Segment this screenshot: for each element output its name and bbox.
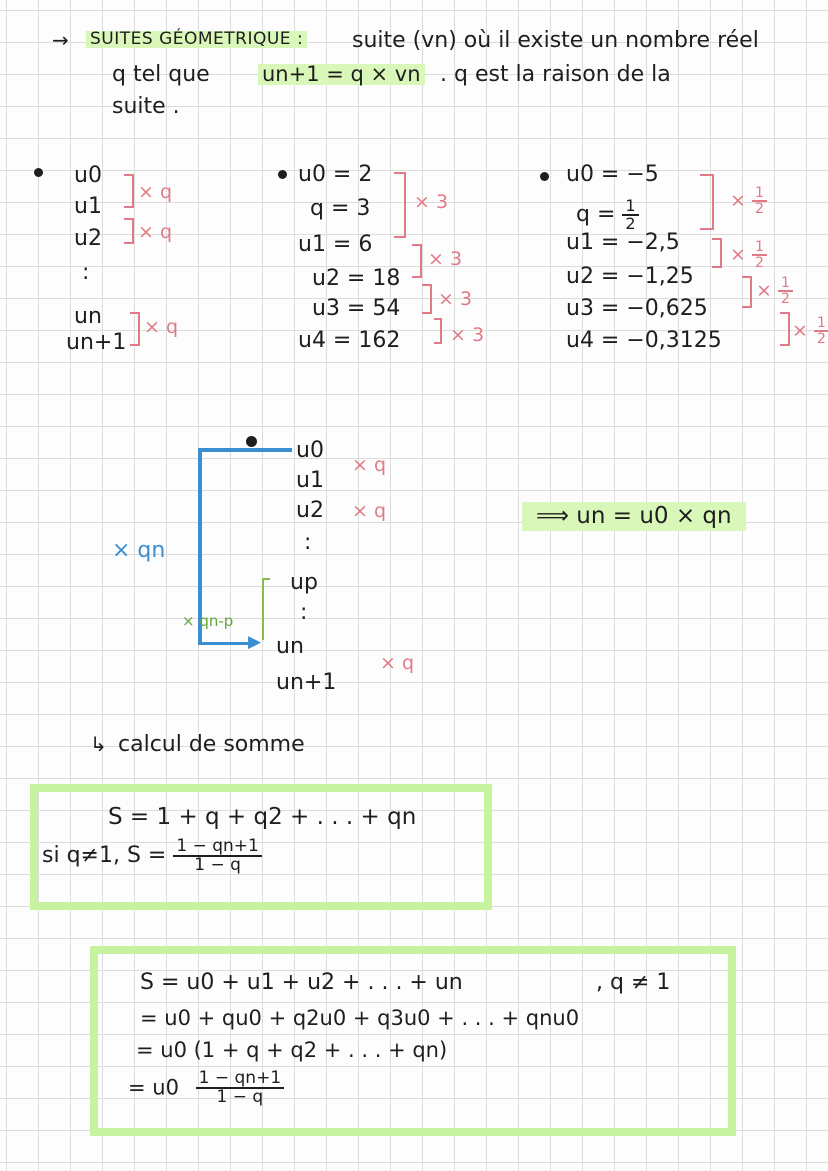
col2-mult-2: × 3	[428, 248, 463, 270]
col2-mult-1: × 3	[414, 191, 449, 213]
diagram-mult-1: × q	[352, 454, 387, 476]
box2-num: 1 − qn+1	[196, 1070, 285, 1089]
col3-q-den: 2	[625, 214, 636, 233]
col1-bracket-1	[124, 174, 134, 208]
col1-bracket-2	[124, 218, 134, 244]
col3-row-u4: u4 = −0,3125	[566, 328, 722, 353]
col3-mult-4-num: 1	[814, 316, 828, 332]
section-title: SUITES GÉOMETRIQUE :	[86, 31, 307, 48]
bullet-col3	[540, 172, 549, 181]
col1-mult-2: × q	[138, 221, 173, 243]
diagram-arrow-head: ▶	[248, 632, 262, 652]
col1-row-u2: u2	[74, 226, 102, 251]
sum-heading-arrow-icon: ↳	[90, 732, 107, 756]
box2-line-1: S = u0 + u1 + u2 + . . . + un	[140, 970, 463, 995]
diagram-row-up: up	[290, 570, 318, 595]
col3-row-q	[576, 198, 639, 232]
box1-line-2-prefix: si q≠1, S =	[42, 843, 167, 868]
definition-line-2a: q tel que	[112, 62, 210, 87]
col3-mult-3	[756, 276, 793, 306]
col3-mult-2-prefix: ×	[730, 243, 752, 266]
col3-mult-1-num: 1	[752, 186, 767, 202]
col2-mult-3: × 3	[438, 288, 473, 310]
col2-row-u4: u4 = 162	[298, 328, 401, 353]
col2-row-q: q = 3	[310, 196, 371, 221]
diagram-inner-bracket-v	[262, 578, 264, 640]
col3-mult-3-den: 2	[780, 291, 790, 307]
box2-condition: , q ≠ 1	[596, 970, 671, 995]
bullet-col1	[34, 168, 43, 177]
general-term-formula: ⟹ un = u0 × qn	[522, 502, 746, 531]
col3-row-u2: u2 = −1,25	[566, 264, 694, 289]
col2-row-u2: u2 = 18	[312, 266, 401, 291]
diagram-start-dot	[246, 436, 257, 447]
col1-row-un: un	[74, 304, 102, 329]
col3-q-num: 1	[622, 198, 638, 216]
col3-mult-2-num: 1	[752, 240, 767, 256]
col1-bracket-3	[130, 312, 140, 346]
definition-line-2c: . q est la raison de la	[440, 62, 671, 87]
col3-mult-2	[730, 240, 767, 270]
col3-row-u0: u0 = −5	[566, 162, 659, 187]
col2-bracket-2	[412, 244, 422, 278]
diagram-row-un: un	[276, 634, 304, 659]
box2-line-4-prefix: = u0	[128, 1075, 179, 1100]
col2-row-u3: u3 = 54	[312, 296, 401, 321]
col3-q-label: q =	[576, 202, 623, 227]
arrow-icon: →	[52, 28, 69, 52]
diagram-row-u1: u1	[296, 468, 324, 493]
col1-row-u0: u0	[74, 163, 102, 188]
col2-mult-4: × 3	[450, 324, 485, 346]
diagram-row-un1: un+1	[276, 670, 337, 695]
col3-bracket-3	[742, 276, 752, 308]
col3-bracket-1	[700, 174, 714, 230]
col1-mult-3: × q	[144, 316, 179, 338]
bullet-col2	[278, 170, 287, 179]
sum-heading: calcul de somme	[118, 732, 305, 757]
col3-row-u1: u1 = −2,5	[566, 230, 680, 255]
col2-bracket-1	[394, 172, 406, 238]
col3-bracket-2	[712, 238, 722, 268]
definition-line-3: suite .	[112, 94, 180, 119]
col3-mult-4	[792, 316, 828, 346]
col3-mult-3-prefix: ×	[756, 279, 778, 302]
definition-formula: un+1 = q × vn	[258, 64, 425, 85]
box2-line-3: = u0 (1 + q + q2 + . . . + qn)	[136, 1038, 448, 1062]
diagram-mult-3: × q	[380, 652, 415, 674]
col3-mult-1-den: 2	[754, 201, 764, 217]
col3-mult-1	[730, 186, 767, 216]
diagram-row-u0: u0	[296, 438, 324, 463]
col3-mult-2-den: 2	[754, 255, 764, 271]
col3-bracket-4	[780, 312, 790, 346]
col3-mult-4-den: 2	[816, 331, 826, 347]
col3-row-u3: u3 = −0,625	[566, 296, 708, 321]
diagram-inner-label: × qn-p	[182, 612, 234, 630]
col3-mult-1-prefix: ×	[730, 189, 752, 212]
diagram-row-dots-1: :	[304, 530, 312, 555]
box2-line-4	[128, 1070, 284, 1106]
col2-bracket-4	[434, 318, 442, 344]
box1-line-2	[42, 838, 262, 874]
col2-row-u0: u0 = 2	[298, 162, 373, 187]
diagram-outer-top-line	[200, 448, 292, 452]
box1-den: 1 − q	[194, 855, 241, 875]
col3-mult-4-prefix: ×	[792, 319, 814, 342]
col1-row-dots: :	[82, 260, 90, 285]
diagram-row-u2: u2	[296, 498, 324, 523]
diagram-outer-label: × qn	[112, 538, 166, 563]
col2-bracket-3	[422, 284, 432, 314]
col2-row-u1: u1 = 6	[298, 232, 373, 257]
col1-mult-1: × q	[138, 181, 173, 203]
box1-line-1: S = 1 + q + q2 + . . . + qn	[108, 804, 417, 830]
diagram-row-dots-2: :	[300, 600, 308, 625]
box1-num: 1 − qn+1	[173, 838, 262, 857]
col1-row-u1: u1	[74, 194, 102, 219]
col3-mult-3-num: 1	[778, 276, 793, 292]
diagram-mult-2: × q	[352, 500, 387, 522]
col1-row-un1: un+1	[66, 330, 127, 355]
box2-line-2: = u0 + qu0 + q2u0 + q3u0 + . . . + qnu0	[140, 1006, 580, 1030]
definition-line-1: suite (vn) où il existe un nombre réel	[352, 28, 759, 53]
box2-den: 1 − q	[216, 1087, 264, 1107]
